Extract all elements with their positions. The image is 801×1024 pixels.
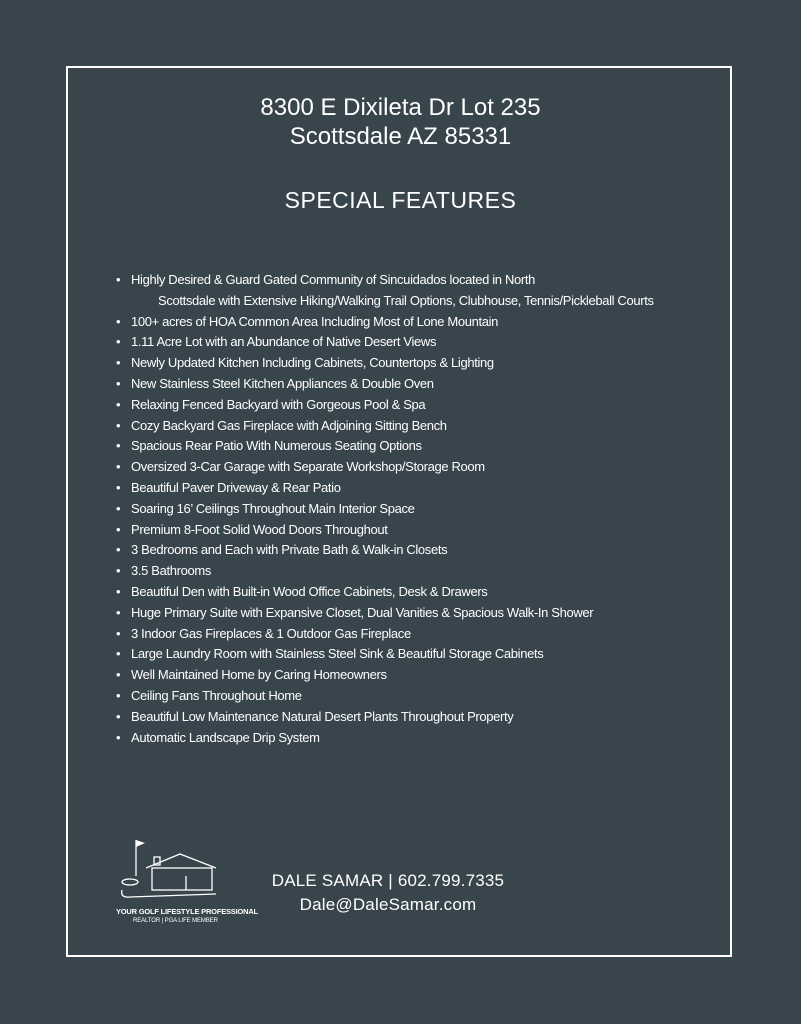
- feature-item: [114, 728, 714, 749]
- feature-text: Spacious Rear Patio With Numerous Seating Options: [131, 438, 422, 454]
- feature-text: Oversized 3-Car Garage with Separate Workshop/Storage Room: [131, 459, 485, 475]
- feature-text: Beautiful Den with Built-in Wood Office Cabinets, Desk & Drawers: [131, 583, 488, 599]
- address-line-1: 8300 E Dixileta Dr Lot 235: [260, 94, 541, 121]
- feature-text-continued: Scottsdale with Extensive Hiking/Walking Trail Options, Clubhouse, Tennis/Pickleball Courts: [158, 292, 654, 308]
- feature-item: [114, 582, 714, 603]
- feature-text: Beautiful Low Maintenance Natural Desert Plants Throughout Property: [131, 708, 514, 724]
- feature-item: [114, 603, 714, 624]
- feature-text: Large Laundry Room with Stainless Steel Sink & Beautiful Storage Cabinets: [131, 646, 544, 662]
- feature-item: [114, 312, 714, 333]
- feature-text: 1.11 Acre Lot with an Abundance of Native Desert Views: [131, 334, 437, 350]
- feature-text: Ceiling Fans Throughout Home: [131, 687, 302, 703]
- feature-item: [114, 374, 714, 395]
- feature-item: [114, 520, 714, 541]
- feature-item: [114, 707, 714, 728]
- feature-item: [114, 624, 714, 645]
- logo-subline: REALTOR | PGA LIFE MEMBER: [133, 918, 218, 924]
- feature-item: [114, 644, 714, 665]
- feature-text: Well Maintained Home by Caring Homeowners: [131, 667, 387, 683]
- address-line-2: Scottsdale AZ 85331: [289, 123, 512, 150]
- feature-text: Cozy Backyard Gas Fireplace with Adjoining Sitting Bench: [131, 417, 447, 433]
- feature-item: [114, 416, 714, 437]
- feature-text: 3.5 Bathrooms: [131, 563, 211, 579]
- feature-item: [114, 353, 714, 374]
- feature-item: [114, 686, 714, 707]
- section-title: SPECIAL FEATURES: [284, 187, 517, 213]
- feature-text: New Stainless Steel Kitchen Appliances & Double Oven: [131, 375, 434, 391]
- feature-text: Huge Primary Suite with Expansive Closet, Dual Vanities & Spacious Walk-In Shower: [131, 604, 594, 620]
- feature-text: Newly Updated Kitchen Including Cabinets, Countertops & Lighting: [131, 355, 494, 371]
- agent-email: Dale@DaleSamar.com: [299, 895, 477, 914]
- feature-item: [114, 457, 714, 478]
- feature-text: Premium 8-Foot Solid Wood Doors Throughout: [131, 521, 388, 537]
- property-address: [0, 93, 801, 151]
- feature-text: 3 Bedrooms and Each with Private Bath & Walk-in Closets: [131, 542, 448, 558]
- feature-text: Automatic Landscape Drip System: [131, 729, 320, 745]
- feature-item: [114, 478, 714, 499]
- feature-text: 3 Indoor Gas Fireplaces & 1 Outdoor Gas Fireplace: [131, 625, 411, 641]
- logo-tagline: YOUR GOLF LIFESTYLE PROFESSIONAL: [116, 907, 258, 916]
- features-list: [114, 270, 714, 748]
- feature-text: Relaxing Fenced Backyard with Gorgeous Pool & Spa: [131, 396, 426, 412]
- feature-item: [114, 436, 714, 457]
- feature-item: [114, 665, 714, 686]
- feature-text: Beautiful Paver Driveway & Rear Patio: [131, 479, 341, 495]
- feature-item: [114, 270, 714, 312]
- feature-item: [114, 540, 714, 561]
- feature-item: [114, 561, 714, 582]
- feature-text: Soaring 16’ Ceilings Throughout Main Interior Space: [131, 500, 415, 516]
- feature-item: [114, 395, 714, 416]
- feature-item: [114, 332, 714, 353]
- feature-text: Highly Desired & Guard Gated Community of Sincuidados located in North: [131, 272, 535, 287]
- agent-name-phone: DALE SAMAR | 602.799.7335: [271, 871, 505, 890]
- feature-item: [114, 499, 714, 520]
- feature-text: 100+ acres of HOA Common Area Including Most of Lone Mountain: [131, 313, 499, 329]
